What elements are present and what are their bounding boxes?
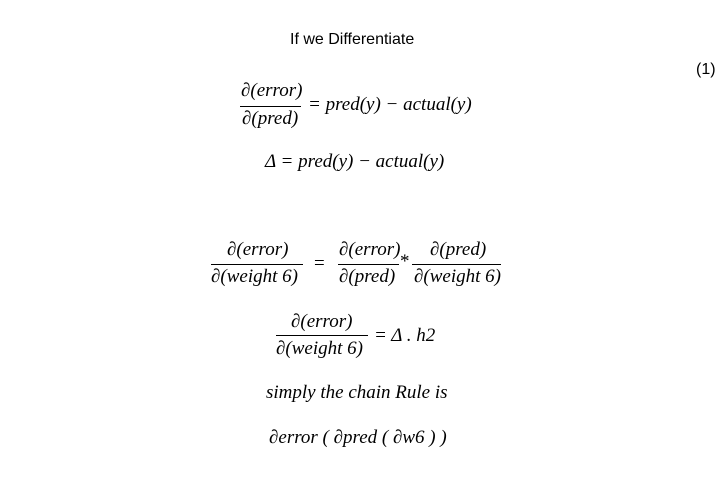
eq3-equals: = bbox=[314, 253, 325, 274]
equation-6: ∂error ( ∂pred ( ∂w6 ) ) bbox=[269, 427, 447, 448]
eq1-denominator: ∂(pred) bbox=[242, 108, 299, 129]
equation-number: (1) bbox=[696, 61, 716, 78]
eq3-lhs-fraction-bar bbox=[211, 264, 303, 265]
eq3-f1-denominator: ∂(pred) bbox=[339, 266, 396, 287]
heading-text: If we Differentiate bbox=[290, 31, 415, 48]
equation-5: simply the chain Rule is bbox=[266, 382, 448, 403]
eq1-rhs: = pred(y) − actual(y) bbox=[308, 94, 472, 115]
eq1-fraction-bar bbox=[240, 106, 301, 107]
eq3-f1-numerator: ∂(error) bbox=[339, 239, 401, 260]
equation-2: Δ = pred(y) − actual(y) bbox=[265, 151, 445, 172]
eq4-rhs: = Δ . h2 bbox=[374, 325, 436, 346]
eq1-numerator: ∂(error) bbox=[241, 80, 303, 101]
eq4-fraction-bar bbox=[276, 335, 368, 336]
eq3-f2-fraction-bar bbox=[412, 264, 501, 265]
eq4-numerator: ∂(error) bbox=[291, 311, 353, 332]
eq3-lhs-denominator: ∂(weight 6) bbox=[211, 266, 298, 287]
eq3-times: * bbox=[400, 251, 410, 272]
eq3-lhs-numerator: ∂(error) bbox=[227, 239, 289, 260]
eq4-denominator: ∂(weight 6) bbox=[276, 338, 363, 359]
eq3-f2-denominator: ∂(weight 6) bbox=[414, 266, 501, 287]
eq3-f2-numerator: ∂(pred) bbox=[430, 239, 487, 260]
eq3-f1-fraction-bar bbox=[338, 264, 399, 265]
